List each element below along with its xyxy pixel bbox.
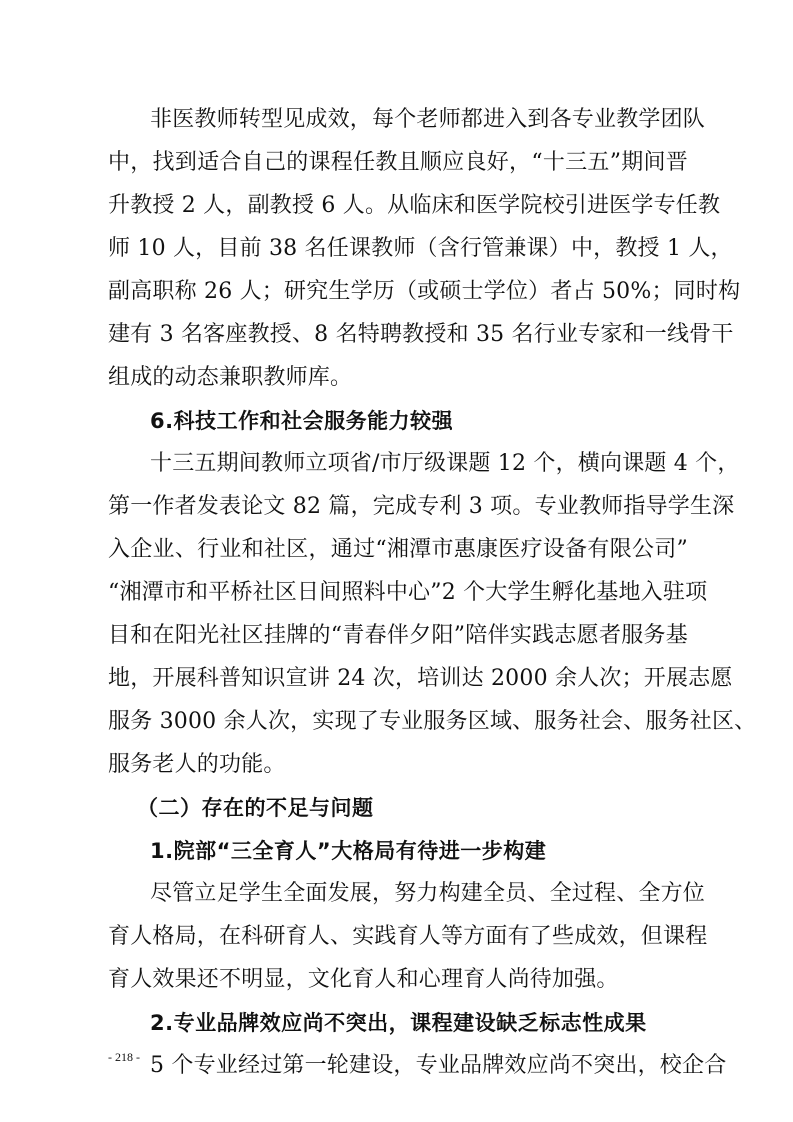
paragraph-line: 升教授 2 人，副教授 6 人。从临床和医学院校引进医学专任教 <box>108 193 721 218</box>
paragraph-line: “湘潭市和平桥社区日间照料中心”2 个大学生孵化基地入驻项 <box>108 580 708 605</box>
paragraph-line: 入企业、行业和社区，通过“湘潭市惠康医疗设备有限公司” <box>108 537 688 562</box>
page-number: - 218 - <box>108 1050 140 1064</box>
paragraph-line: 5 个专业经过第一轮建设，专业品牌效应尚不突出，校企合 <box>150 1053 727 1078</box>
paragraph-line: 地，开展科普知识宣讲 24 次，培训达 2000 余人次；开展志愿 <box>108 666 733 691</box>
paragraph-line: 目和在阳光社区挂牌的“青春伴夕阳”陪伴实践志愿者服务基 <box>108 623 688 648</box>
section-heading: （二）存在的不足与问题 <box>137 796 374 820</box>
paragraph-line: 建有 3 名客座教授、8 名特聘教授和 35 名行业专家和一线骨干 <box>108 322 734 347</box>
paragraph-line: 中，找到适合自己的课程任教且顺应良好，“十三五”期间晋 <box>108 150 688 175</box>
paragraph-line: 服务老人的功能。 <box>108 752 286 777</box>
subsection-heading: 2.专业品牌效应尚不突出，课程建设缺乏标志性成果 <box>150 1011 647 1035</box>
subsection-heading: 1.院部“三全育人”大格局有待进一步构建 <box>150 839 547 863</box>
paragraph-line: 服务 3000 余人次，实现了专业服务区域、服务社会、服务社区、 <box>108 709 757 734</box>
paragraph-line: 育人效果还不明显，文化育人和心理育人尚待加强。 <box>108 967 619 992</box>
paragraph-line: 组成的动态兼职教师库。 <box>108 365 353 390</box>
paragraph-line: 副高职称 26 人；研究生学历（或硕士学位）者占 50%；同时构 <box>108 279 741 304</box>
paragraph-line: 非医教师转型见成效，每个老师都进入到各专业教学团队 <box>150 107 706 132</box>
paragraph-line: 育人格局，在科研育人、实践育人等方面有了些成效，但课程 <box>108 924 708 949</box>
paragraph-line: 十三五期间教师立项省/市厅级课题 12 个，横向课题 4 个， <box>150 451 740 476</box>
section-heading: 6.科技工作和社会服务能力较强 <box>150 409 454 433</box>
paragraph-line: 尽管立足学生全面发展，努力构建全员、全过程、全方位 <box>150 881 706 906</box>
paragraph-line: 师 10 人，目前 38 名任课教师（含行管兼课）中，教授 1 人， <box>108 236 733 261</box>
paragraph-line: 第一作者发表论文 82 篇，完成专利 3 项。专业教师指导学生深 <box>108 494 735 519</box>
